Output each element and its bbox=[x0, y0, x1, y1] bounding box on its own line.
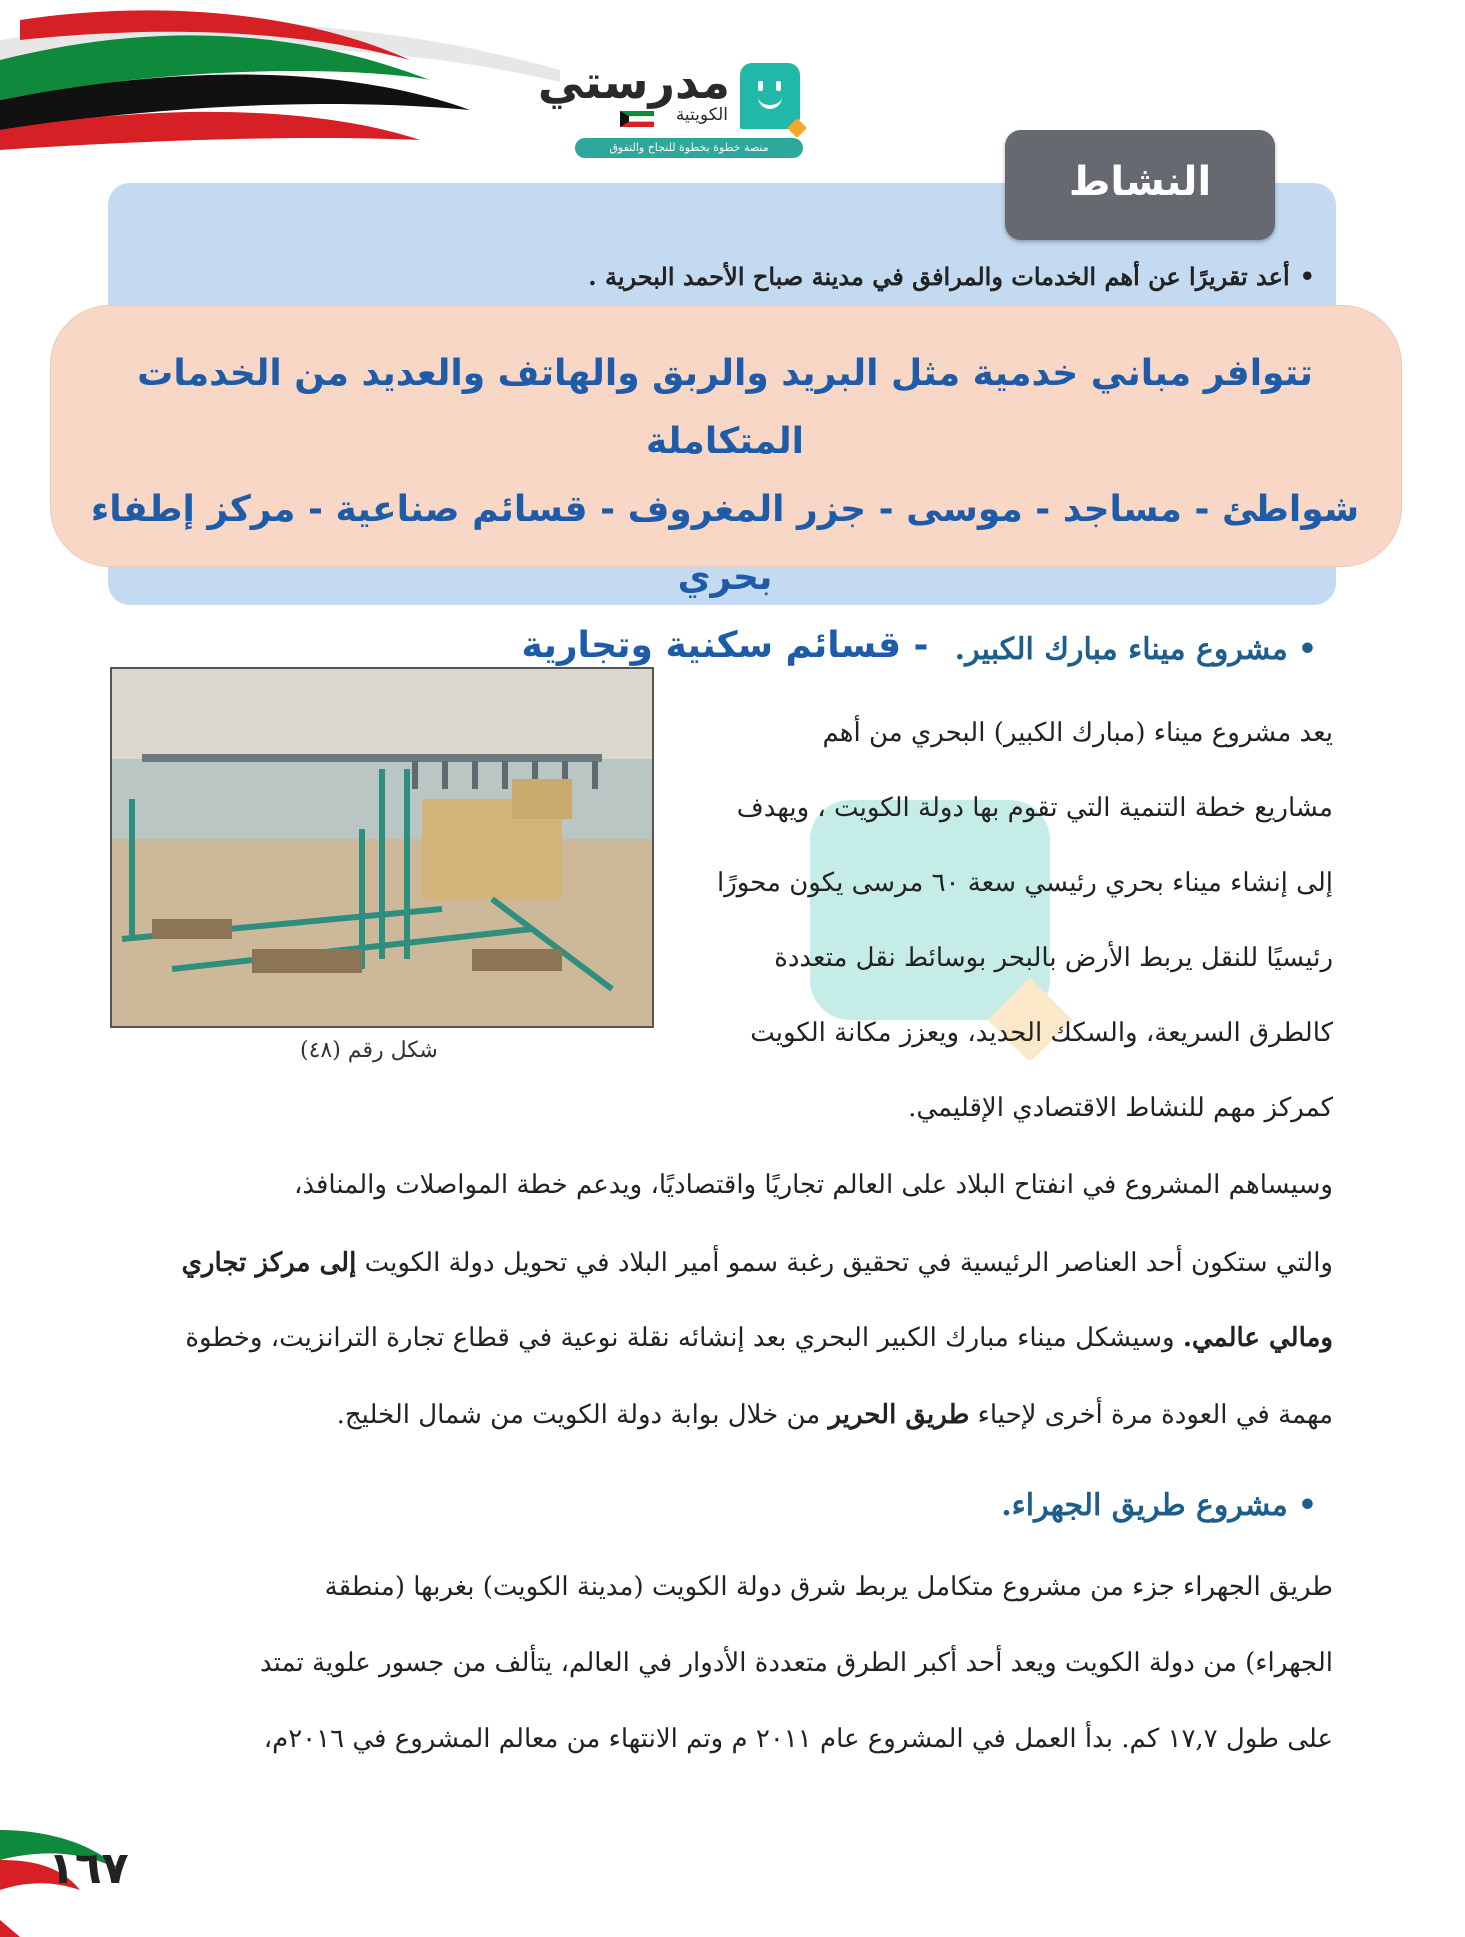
logo-title: مدرستي bbox=[537, 55, 730, 109]
paragraph-line: مشاريع خطة التنمية التي تقوم بها دولة الكويت ، ويهدف bbox=[736, 793, 1333, 823]
paragraph-line: الجهراء) من دولة الكويت ويعد أحد أكبر الطرق متعددة الأدوار في العالم، يتألف من جسور علوية تمتد bbox=[260, 1648, 1333, 1678]
answer-text bbox=[70, 340, 1380, 680]
paragraph-text: والتي ستكون أحد العناصر الرئيسية في تحقيق رغبة سمو أمير البلاد في تحويل دولة الكويت bbox=[364, 1248, 1333, 1278]
paragraph-line: على طول ١٧,٧ كم. بدأ العمل في المشروع عام ٢٠١١ م وتم الانتهاء من معالم المشروع في ٢٠١٦م، bbox=[263, 1724, 1333, 1754]
paragraph-line bbox=[182, 1248, 1333, 1278]
paragraph-line: طريق الجهراء جزء من مشروع متكامل يربط شرق دولة الكويت (مدينة الكويت) بغربها (منطقة bbox=[324, 1572, 1333, 1602]
activity-tab: النشاط bbox=[1005, 130, 1275, 240]
port-photo-illustration bbox=[112, 669, 652, 1026]
bold-phrase: ومالي عالمي. bbox=[1182, 1323, 1333, 1353]
paragraph-line: كمركز مهم للنشاط الاقتصادي الإقليمي. bbox=[908, 1093, 1333, 1123]
paragraph-text: من خلال بوابة دولة الكويت من شمال الخليج. bbox=[336, 1400, 821, 1430]
answer-line: تتوافر مباني خدمية مثل البريد والربق والهاتف والعديد من الخدمات المتكاملة bbox=[137, 353, 1313, 462]
bold-phrase: طريق الحرير bbox=[828, 1400, 970, 1430]
figure-caption: شكل رقم (٤٨) bbox=[300, 1038, 438, 1063]
paragraph-line: يعد مشروع ميناء (مبارك الكبير) البحري من أهم bbox=[822, 718, 1333, 748]
paragraph-line: رئيسيًا للنقل يربط الأرض بالبحر بوسائط نقل متعددة bbox=[774, 943, 1333, 973]
section-heading-mubarak-port: • مشروع ميناء مبارك الكبير. bbox=[955, 632, 1317, 667]
paragraph-line: إلى إنشاء ميناء بحري رئيسي سعة ٦٠ مرسى يكون محورًا bbox=[717, 868, 1333, 898]
kuwait-flag-swoosh bbox=[0, 0, 1000, 150]
logo-badge-icon bbox=[740, 63, 800, 129]
bold-phrase: إلى مركز تجاري bbox=[181, 1248, 357, 1278]
paragraph-text: وسيشكل ميناء مبارك الكبير البحري بعد إنشائه نقلة نوعية في قطاع تجارة الترانزيت، وخطوة bbox=[185, 1323, 1175, 1353]
answer-line: شواطئ - مساجد - موسى - جزر المغروف - قسائم صناعية - مركز إطفاء بحري bbox=[90, 489, 1360, 598]
port-construction-photo bbox=[110, 667, 654, 1028]
paragraph-line bbox=[337, 1400, 1333, 1430]
kuwait-flag-icon bbox=[620, 111, 654, 127]
paragraph-line: وسيساهم المشروع في انفتاح البلاد على العالم تجاريًا واقتصاديًا، ويدعم خطة المواصلات والمنافذ، bbox=[293, 1170, 1333, 1200]
answer-line: - قسائم سكنية وتجارية bbox=[521, 625, 929, 666]
paragraph-line: كالطرق السريعة، والسكك الحديد، ويعزز مكانة الكويت bbox=[750, 1018, 1333, 1048]
paragraph-text: مهمة في العودة مرة أخرى لإحياء bbox=[977, 1400, 1333, 1430]
logo-subtitle: الكويتية bbox=[675, 105, 728, 125]
section-heading-jahra-road: • مشروع طريق الجهراء. bbox=[1001, 1488, 1317, 1523]
activity-task: • أعد تقريرًا عن أهم الخدمات والمرافق في مدينة صباح الأحمد البحرية . bbox=[588, 262, 1315, 291]
paragraph-line bbox=[185, 1323, 1333, 1353]
page-number: ١٦٧ bbox=[48, 1843, 129, 1894]
logo-slogan: منصة خطوة بخطوة للنجاح والتفوق bbox=[575, 138, 803, 158]
